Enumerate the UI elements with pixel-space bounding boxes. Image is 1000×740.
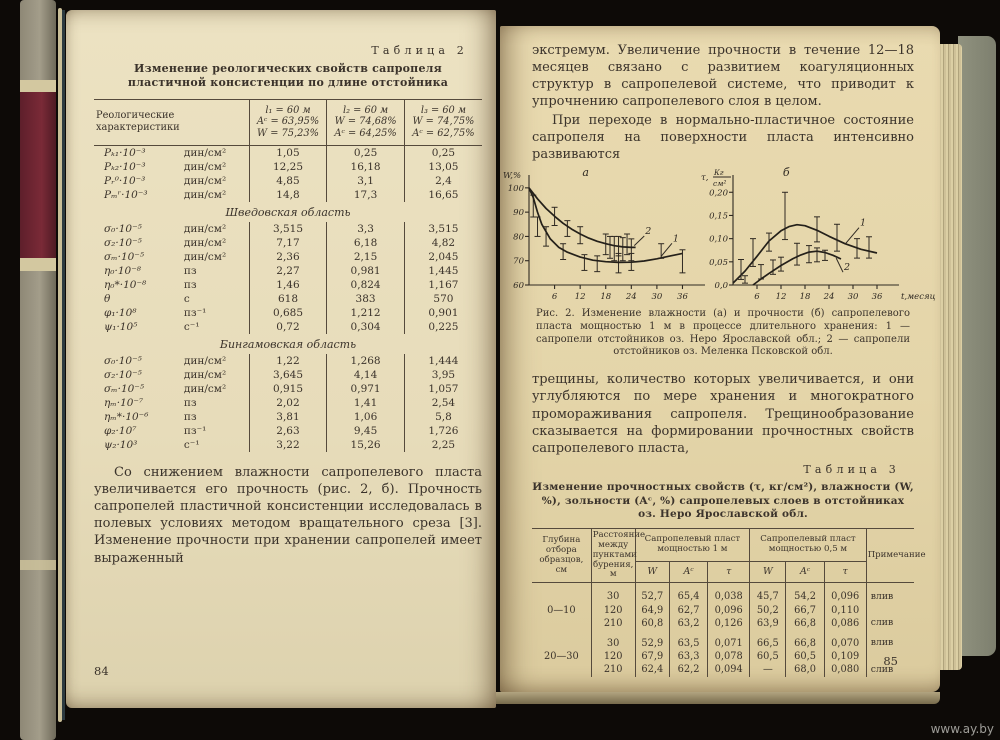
table3-label: Таблица 3 (803, 463, 900, 477)
table3-cell: 54,2 (786, 583, 824, 604)
y-tick-label: 100 (507, 183, 524, 194)
table3-cell: 0,126 (708, 617, 750, 630)
table3-cell: 68,0 (786, 663, 824, 676)
table3-cell: 52,7 (635, 583, 669, 604)
table2-param: ψ₁·10⁵ с⁻¹ (104, 320, 200, 333)
table2-value: 9,45 (327, 424, 405, 438)
table2-value: 1,167 (404, 278, 482, 292)
table2-value: 15,26 (327, 438, 405, 452)
table3-note (866, 604, 914, 617)
table2-value: 5,8 (404, 410, 482, 424)
back-cover-board (958, 36, 996, 656)
table3-header-layer-1m: Сапропелевый пласт мощностью 1 м (635, 528, 750, 561)
table2-param: φ₁·10⁸ пз⁻¹ (104, 306, 207, 319)
y-tick-label: 0,15 (709, 211, 728, 222)
table3-cell: 0,086 (824, 617, 866, 630)
curve-label: 1 (672, 233, 679, 245)
y-tick-label: 0,05 (709, 257, 728, 268)
table3-cell: 66,5 (750, 630, 786, 650)
table3-cell: — (750, 663, 786, 676)
table3-cell: 65,4 (670, 583, 708, 604)
table2-value: 2,4 (404, 174, 482, 188)
table2-value: 2,02 (249, 396, 327, 410)
table2-title: Изменение реологических свойств сапропеля пластичной консистенции по длине отстойника (127, 62, 449, 90)
table3-cell: 63,9 (750, 617, 786, 630)
table3-cell: 0,094 (708, 663, 750, 676)
x-tick-label: 36 (677, 292, 688, 303)
table2-value: 17,3 (327, 188, 405, 202)
x-axis-label: t,месяц (901, 292, 936, 303)
table2-header-characteristics: Реологические характеристики (94, 99, 249, 145)
table3-cell: 64,9 (635, 604, 669, 617)
table2-value: 1,726 (404, 424, 482, 438)
y-tick-label: 0,10 (709, 234, 728, 245)
table3-cell: 210 (591, 617, 635, 630)
table3-note: влив (866, 630, 914, 650)
x-tick-label: 18 (600, 292, 612, 303)
table2-param: η₀·10⁻⁸ пз (104, 264, 197, 277)
table2-value: 3,22 (249, 438, 327, 452)
y-axis-label-num: Кг (714, 168, 724, 178)
table2-value: 0,915 (249, 382, 327, 396)
table2-value: 2,63 (249, 424, 327, 438)
table2-label: Таблица 2 (371, 44, 468, 57)
chart-humidity-a (503, 167, 701, 305)
table2-value: 13,05 (404, 160, 482, 174)
table2-param: Pᵣ⁰·10⁻³ дин/см² (104, 174, 227, 187)
table2-param: φ₂·10⁷ пз⁻¹ (104, 424, 207, 437)
y-axis-label-den: см² (713, 179, 727, 189)
table2-param: σ₀·10⁻⁵ дин/см² (104, 222, 227, 235)
table2-param: σ₂·10⁻⁵ дин/см² (104, 368, 227, 381)
x-tick-label: 12 (775, 292, 787, 303)
table3-subheader-ac: Aᶜ (670, 562, 708, 583)
table3-cell: 120 (591, 604, 635, 617)
table2-section-title: Шведовская область (225, 205, 351, 219)
table2-param: Pₖ₁·10⁻³ дин/см² (104, 146, 227, 159)
paragraph-transition: При переходе в нормально-пластичное состояние сапропеля на поверхности пласта интенсивно развиваются (532, 112, 914, 162)
table2-value: 618 (249, 292, 327, 306)
table3-header-distance: Расстояние между пунктами бурения, м (591, 528, 635, 582)
table2-value: 3,1 (327, 174, 405, 188)
table2-value: 1,057 (404, 382, 482, 396)
curve-label-leader (836, 258, 843, 272)
table2-value: 1,268 (327, 354, 405, 368)
table3-subheader-tau: τ (824, 562, 866, 583)
table2-value: 0,25 (327, 145, 405, 160)
x-tick-label: 30 (651, 292, 663, 303)
curve-label: 1 (859, 217, 867, 229)
table2-param: σₘ·10⁻⁵ дин/см² (104, 250, 227, 263)
watermark: www.ay.by (930, 722, 994, 736)
table2-value: 3,515 (404, 222, 482, 236)
table2-value: 0,25 (404, 145, 482, 160)
table2-param: σₘ·10⁻⁵ дин/см² (104, 382, 227, 395)
table2-col-header: l₁ = 60 м Aᶜ = 63,95% W = 75,23% (249, 99, 327, 145)
table2-param: ηₘ*·10⁻⁶ пз (104, 410, 197, 423)
data-curve (753, 251, 841, 285)
table2-value: 3,3 (327, 222, 405, 236)
y-tick-label: 60 (513, 281, 524, 292)
table2-value: 0,685 (249, 306, 327, 320)
table2-param: ηₘ·10⁻⁷ пз (104, 396, 197, 409)
table2-value: 1,445 (404, 264, 482, 278)
table2-value: 1,46 (249, 278, 327, 292)
table3-title: Изменение прочностных свойств (τ, кг/см²), влажности (W, %), зольности (Aᶜ, %) сапропелевых слоев в отстойниках оз. Неро Ярославской обл. (532, 481, 914, 521)
table3-cell: 45,7 (750, 583, 786, 604)
data-curve (529, 188, 636, 248)
table2-value: 3,645 (249, 368, 327, 382)
y-tick-label: 80 (513, 232, 524, 243)
table2-value: 4,14 (327, 368, 405, 382)
table3-depth: 0—10 (547, 604, 576, 616)
table3-cell: 66,8 (786, 617, 824, 630)
table2-value: 14,8 (249, 188, 327, 202)
table2-value: 6,18 (327, 236, 405, 250)
table3-note: влив (866, 583, 914, 604)
table3-cell: 0,109 (824, 650, 866, 663)
spine-red-label (20, 92, 56, 258)
table3-subheader-tau: τ (708, 562, 750, 583)
table2-value: 0,901 (404, 306, 482, 320)
table3-cell: 210 (591, 663, 635, 676)
x-tick-label: 24 (823, 292, 835, 303)
table3-cell: 0,096 (708, 604, 750, 617)
table3-subheader-w: W (635, 562, 669, 583)
table2-param: σ₀·10⁻⁵ дин/см² (104, 354, 227, 367)
table3-depth: 20—30 (543, 651, 579, 663)
x-tick-label: 24 (625, 292, 637, 303)
table2-value: 1,22 (249, 354, 327, 368)
table3-header-depth: Глубина отбора образцов, см (532, 528, 591, 582)
table2-param: σ₂·10⁻⁵ дин/см² (104, 236, 227, 249)
y-tick-label: 90 (513, 208, 524, 219)
spine-cream-band (20, 80, 56, 92)
table2-value: 2,54 (404, 396, 482, 410)
table2-value: 4,85 (249, 174, 327, 188)
table3-cell: 67,9 (635, 650, 669, 663)
table3-cell: 63,5 (670, 630, 708, 650)
table2-value: 0,304 (327, 320, 405, 334)
page-number-84: 84 (94, 664, 109, 678)
table2-section-title: Бингамовская область (219, 337, 357, 351)
figure-2-caption: Рис. 2. Изменение влажности (а) и прочности (б) сапропелевого пласта мощностью 1 м в процессе длительного хранения: 1 — сапропели отстойников оз. Неро Ярославской обл.; 2 — сапропели отстойников оз. Меленка Псковской обл. (536, 308, 910, 358)
panel-letter: а (582, 166, 589, 180)
table2-value: 3,95 (404, 368, 482, 382)
table2-value: 570 (404, 292, 482, 306)
figure-2 (503, 166, 936, 305)
table3-cell: 63,2 (670, 617, 708, 630)
table2-value: 12,25 (249, 160, 327, 174)
table2-param: ψ₂·10³ с⁻¹ (104, 438, 200, 451)
table2-param: θ с (104, 292, 190, 305)
table2-value: 2,045 (404, 250, 482, 264)
curve-label: 2 (645, 226, 652, 238)
table3-cell: 0,038 (708, 583, 750, 604)
table3-cell: 0,110 (824, 604, 866, 617)
paragraph-extremum: экстремум. Увеличение прочности в течение 12—18 месяцев связано с развитием коагуляционных структур в сапропелевой системе, что приводит к упрочнению сапропелевого слоя в целом. (532, 43, 914, 110)
table2-value: 16,18 (327, 160, 405, 174)
table3-cell: 0,071 (708, 630, 750, 650)
table2-value: 1,444 (404, 354, 482, 368)
x-tick-label: 6 (551, 292, 558, 303)
table3-cell: 60,5 (786, 650, 824, 663)
table2-value: 1,212 (327, 306, 405, 320)
x-tick-label: 6 (754, 292, 760, 303)
book-spine (20, 0, 56, 740)
table3-cell: 120 (591, 650, 635, 663)
y-axis-label: W,% (503, 171, 522, 182)
page-edge-strip (62, 10, 65, 720)
table2-param: Pₖ₂·10⁻³ дин/см² (104, 160, 227, 173)
table3-cell: 30 (591, 630, 635, 650)
table2-value: 7,17 (249, 236, 327, 250)
table3-cell: 66,8 (786, 630, 824, 650)
table3-block (532, 463, 926, 677)
table2-value: 0,225 (404, 320, 482, 334)
table2-col-header: l₂ = 60 м W = 74,68% Aᶜ = 64,25% (327, 99, 405, 145)
y-tick-label: 0,0 (714, 281, 728, 292)
right-page (500, 26, 940, 692)
table2-value: 1,41 (327, 396, 405, 410)
curve-label-leader (661, 243, 672, 256)
table2-value: 2,36 (249, 250, 327, 264)
table3-cell: 0,070 (824, 630, 866, 650)
table3-cell: 63,3 (670, 650, 708, 663)
left-paragraph: Со снижением влажности сапропелевого пласта увеличивается его прочность (рис. 2, б). Прочность сапропелей пластичной консистенции исследовалась в полевых условиях методом вращательного среза [3]. Изменение прочности при хранении сапропелей имеет выраженный (94, 464, 482, 566)
x-tick-label: 18 (799, 292, 811, 303)
table3-cell: 0,096 (824, 583, 866, 604)
table3-cell: 62,4 (635, 663, 669, 676)
table2-value: 2,27 (249, 264, 327, 278)
table3-cell: 52,9 (635, 630, 669, 650)
panel-letter: б (782, 166, 790, 180)
page-number-85: 85 (883, 654, 898, 668)
table3-note: слив (866, 663, 914, 676)
table3-cell: 62,2 (670, 663, 708, 676)
table2-value: 2,25 (404, 438, 482, 452)
x-tick-label: 12 (574, 292, 586, 303)
table3-header-layer-05m: Сапропелевый пласт мощностью 0,5 м (750, 528, 866, 561)
curve-label: 2 (843, 262, 851, 274)
bottom-page-stack (420, 692, 940, 704)
table3-cell: 60,5 (750, 650, 786, 663)
table2-value: 3,515 (249, 222, 327, 236)
paragraph-cracks: трещины, количество которых увеличивается, и они углубляются по мере хранения и многократного промораживания сапропеля. Трещинообразование сказывается на формировании прочностных свойств сапропелевого пласта, (532, 372, 914, 456)
table2-value: 0,971 (327, 382, 405, 396)
table2-param: η₀*·10⁻⁸ пз (104, 278, 197, 291)
table3-subheader-ac: Aᶜ (786, 562, 824, 583)
table3-header-note: Примечание (866, 528, 914, 582)
x-tick-label: 36 (871, 292, 883, 303)
table2-value: 16,65 (404, 188, 482, 202)
table2-value: 3,81 (249, 410, 327, 424)
table2-value: 0,824 (327, 278, 405, 292)
table3-cell: 50,2 (750, 604, 786, 617)
x-tick-label: 30 (847, 292, 859, 303)
y-tick-label: 0,20 (709, 188, 728, 199)
y-tick-label: 70 (513, 256, 524, 267)
spine-cream-band (20, 258, 56, 271)
curve-label-leader (634, 236, 644, 246)
table3-cell: 60,8 (635, 617, 669, 630)
table2-value: 2,15 (327, 250, 405, 264)
table2-value: 0,981 (327, 264, 405, 278)
left-page (66, 10, 496, 708)
table3-note: слив (866, 617, 914, 630)
table3-cell: 0,078 (708, 650, 750, 663)
table3-cell: 0,080 (824, 663, 866, 676)
table2-value: 0,72 (249, 320, 327, 334)
table2 (94, 99, 482, 452)
table2-value: 383 (327, 292, 405, 306)
table3 (532, 528, 926, 677)
table2-param: Pₘʳ·10⁻³ дин/см² (104, 188, 227, 201)
table2-value: 1,06 (327, 410, 405, 424)
table2-value: 1,05 (249, 145, 327, 160)
table3-cell: 66,7 (786, 604, 824, 617)
y-axis-label: τ, (701, 173, 709, 184)
table2-col-header: l₃ = 60 м W = 74,75% Aᶜ = 62,75% (404, 99, 482, 145)
table3-subheader-w: W (750, 562, 786, 583)
spine-cream-band (20, 560, 56, 570)
table3-cell: 62,7 (670, 604, 708, 617)
table3-cell: 30 (591, 583, 635, 604)
table2-value: 4,82 (404, 236, 482, 250)
chart-strength-b (701, 167, 937, 305)
